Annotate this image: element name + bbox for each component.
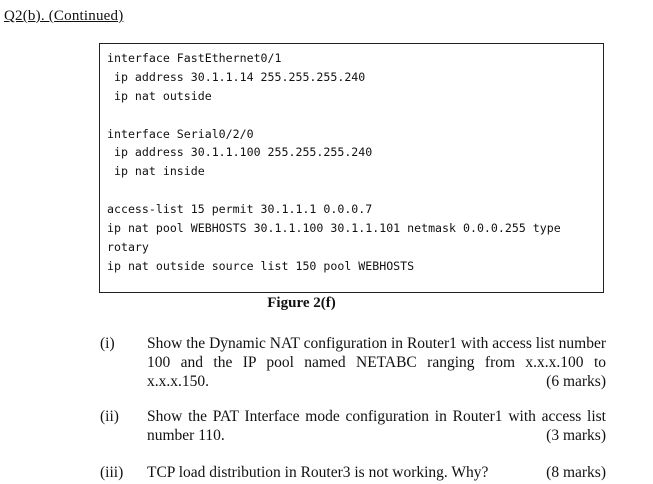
question-number: (i) <box>100 335 115 352</box>
question-text-block <box>147 407 606 445</box>
question-number: (iii) <box>100 464 124 481</box>
code-blank-line <box>107 106 597 125</box>
question-marks: (3 marks) <box>546 427 606 444</box>
code-line: ip address 30.1.1.100 255.255.255.240 <box>107 145 373 160</box>
question-text-block <box>147 463 606 482</box>
question-number: (ii) <box>100 408 119 425</box>
code-line: ip address 30.1.1.14 255.255.255.240 <box>107 69 366 84</box>
question-marks: (6 marks) <box>546 373 606 390</box>
question-item <box>100 334 610 394</box>
code-line: ip nat outside source list 150 pool WEBHOSTS <box>107 258 415 273</box>
question-item <box>100 407 610 447</box>
code-line: interface Serial0/2/0 <box>107 126 254 141</box>
question-item <box>100 463 610 483</box>
config-code-box <box>99 43 604 293</box>
question-text-block <box>147 334 606 391</box>
code-line: ip nat inside <box>107 164 205 179</box>
code-line: ip nat outside <box>107 88 212 103</box>
question-text: Show the PAT Interface mode configuration in Router1 with access list number 110. <box>147 408 606 444</box>
code-blank-line <box>107 181 597 200</box>
question-text: Show the Dynamic NAT configuration in Router1 with access list number 100 and the IP pool named NETABC ranging from x.x.x.100 to x.x.x.150. <box>147 335 606 390</box>
code-line: ip nat pool WEBHOSTS 30.1.1.100 30.1.1.101 netmask 0.0.0.255 type rotary <box>107 221 568 254</box>
question-marks: (8 marks) <box>546 464 606 481</box>
figure-caption: Figure 2(f) <box>267 295 336 311</box>
section-header: Q2(b). (Continued) <box>4 8 124 24</box>
question-text: TCP load distribution in Router3 is not working. Why? <box>147 464 489 481</box>
code-line: interface FastEthernet0/1 <box>107 51 282 65</box>
code-line: access-list 15 permit 30.1.1.1 0.0.0.7 <box>107 202 373 217</box>
